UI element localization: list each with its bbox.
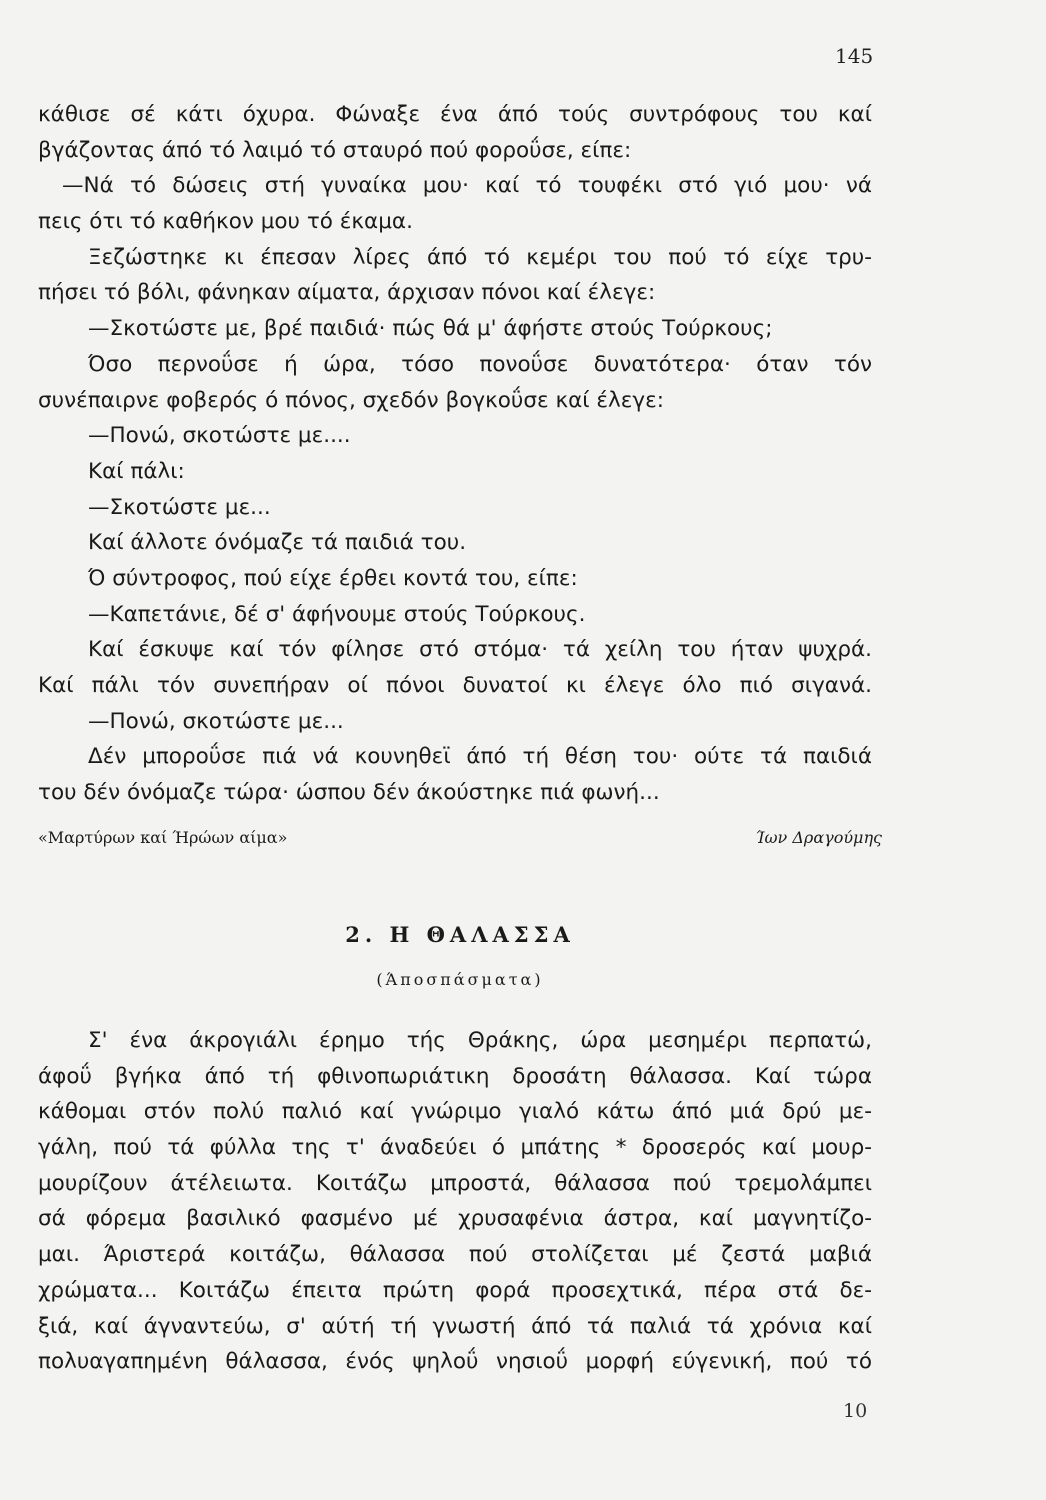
text-line: Καί άλλοτε όνόμαζε τά παιδιά του. bbox=[88, 530, 467, 556]
text-line: Ό σύντροφος, πού είχε έρθει κοντά του, είπε: bbox=[88, 565, 578, 591]
text-line: γάλη, πού τά φύλλα της τ' άναδεύει ό μπάτης * δροσερός καί μουρ- bbox=[38, 1135, 872, 1161]
passage-2 bbox=[38, 1023, 872, 1380]
text-line: πήσει τό βόλι, φάνηκαν αίματα, άρχισαν πόνοι καί έλεγε: bbox=[38, 280, 656, 306]
text-line: χρώματα... Κοιτάζω έπειτα πρώτη φορά προσεχτικά, πέρα στά δε- bbox=[38, 1277, 872, 1303]
section-title: 2. Η ΘΑΛΑΣΣΑ bbox=[345, 922, 575, 947]
text-line: πεις ότι τό καθήκον μου τό έκαμα. bbox=[38, 209, 413, 235]
text-line: πολυαγαπημένη θάλασσα, ένός ψηλοΰ νησιοΰ μορφή εύγενική, πού τό bbox=[38, 1349, 872, 1375]
attribution-source: «Μαρτύρων καί Ήρώων αίμα» bbox=[38, 828, 288, 847]
text-line: Καί πάλι τόν συνεπήραν οί πόνοι δυνατοί κι έλεγε όλο πιό σιγανά. bbox=[38, 673, 872, 698]
text-line: Σ' ένα άκρογιάλι έρημο τής Θράκης, ώρα μεσημέρι περπατώ, bbox=[88, 1028, 872, 1053]
text-line: —Πονώ, σκοτώστε με.... bbox=[88, 423, 351, 449]
page-number: 145 bbox=[835, 44, 874, 68]
section-subtitle: (Άποσπάσματα) bbox=[376, 970, 544, 989]
text-line: —Σκοτώστε με, βρέ παιδιά· πώς θά μ' άφήστε στούς Τούρκους; bbox=[88, 316, 773, 342]
text-line: άφοΰ βγήκα άπό τή φθινοπωριάτικη δροσάτη θάλασσα. Καί τώρα bbox=[38, 1063, 872, 1089]
text-line: συνέπαιρνε φοβερός ό πόνος, σχεδόν βογκοΰσε καί έλεγε: bbox=[38, 387, 664, 413]
text-line: μαι. Άριστερά κοιτάζω, θάλασσα πού στολίζεται μέ ζεστά μαβιά bbox=[38, 1242, 872, 1268]
text-line: —Καπετάνιε, δέ σ' άφήνουμε στούς Τούρκους. bbox=[88, 601, 586, 627]
text-line: μουρίζουν άτέλειωτα. Κοιτάζω μπροστά, θάλασσα πού τρεμολάμπει bbox=[38, 1170, 872, 1196]
text-line: —Νά τό δώσεις στή γυναίκα μου· καί τό τουφέκι στό γιό μου· νά bbox=[62, 173, 872, 199]
text-line: —Σκοτώστε με... bbox=[88, 494, 271, 520]
text-line: κάθισε σέ κάτι όχυρα. Φώναξε ένα άπό τούς συντρόφους του καί bbox=[38, 102, 872, 127]
text-line: βγάζοντας άπό τό λαιμό τό σταυρό πού φοροΰσε, είπε: bbox=[38, 137, 632, 163]
text-line: Καί πάλι: bbox=[88, 458, 185, 484]
text-line: —Πονώ, σκοτώστε με... bbox=[88, 708, 344, 734]
text-line: Δέν μποροΰσε πιά νά κουνηθεϊ άπό τή θέση του· ούτε τά παιδιά bbox=[88, 744, 872, 770]
text-line: Όσο περνοΰσε ή ώρα, τόσο πονοΰσε δυνατότερα· όταν τόν bbox=[88, 351, 872, 377]
attribution-author: Ίων Δραγούμης bbox=[755, 828, 882, 847]
signature-mark: 10 bbox=[843, 1400, 868, 1422]
passage-1 bbox=[38, 97, 872, 811]
text-line: Καί έσκυψε καί τόν φίλησε στό στόμα· τά χείλη του ήταν ψυχρά. bbox=[88, 637, 872, 663]
text-line: ξιά, καί άγναντεύω, σ' αύτή τή γνωστή άπό τά παλιά τά χρόνια καί bbox=[38, 1313, 872, 1339]
text-line: κάθομαι στόν πολύ παλιό καί γνώριμο γιαλό κάτω άπό μιά δρύ με- bbox=[38, 1099, 872, 1125]
text-line: Ξεζώστηκε κι έπεσαν λίρες άπό τό κεμέρι του πού τό είχε τρυ- bbox=[88, 244, 872, 270]
text-line: σά φόρεμα βασιλικό φασμένο μέ χρυσαφένια άστρα, καί μαγνητίζο- bbox=[38, 1206, 872, 1232]
text-line: του δέν όνόμαζε τώρα· ώσπου δέν άκούστηκε πιά φωνή... bbox=[38, 780, 660, 806]
attribution bbox=[38, 828, 882, 847]
